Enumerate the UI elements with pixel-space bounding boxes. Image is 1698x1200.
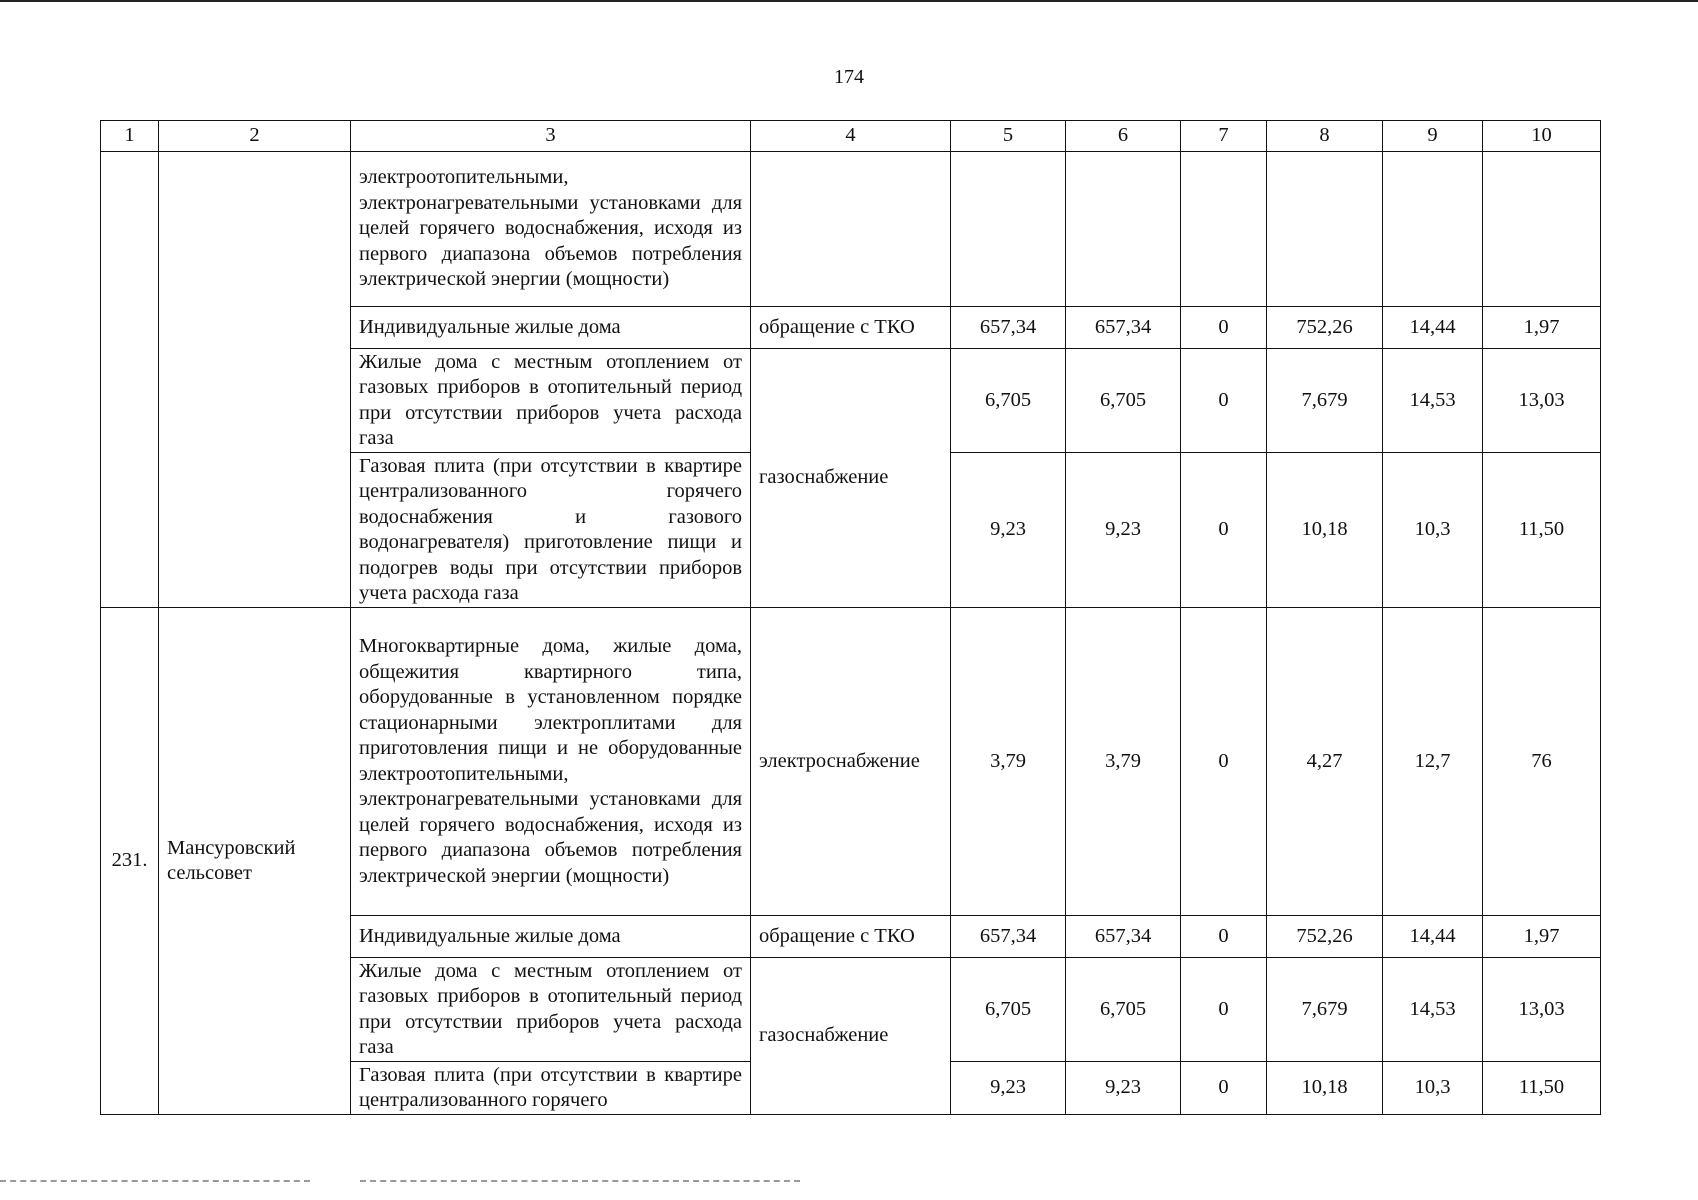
consumer-category-cell: Многоквартирные дома, жилые дома, общежития квартирного типа, оборудованные в установленном порядке стационарными электроплитами для приготовления пищи и не оборудованные электроотопительными, электронагревательными установками для целей горячего водоснабжения, исходя из первого диапазона объемов потребления электрической энергии (мощности) [351, 608, 751, 916]
header-cell: 2 [159, 121, 351, 152]
header-cell: 5 [951, 121, 1066, 152]
value-cell: 76 [1483, 608, 1601, 916]
consumer-category-cell: Жилые дома с местным отоплением от газовых приборов в отопительный период при отсутствии приборов учета расхода газа [351, 349, 751, 453]
value-cell: 0 [1181, 1062, 1267, 1115]
value-cell [951, 152, 1066, 307]
value-cell: 7,679 [1267, 349, 1383, 453]
consumer-category-cell: Индивидуальные жилые дома [351, 916, 751, 958]
value-cell: 752,26 [1267, 916, 1383, 958]
header-cell: 9 [1383, 121, 1483, 152]
value-cell: 10,18 [1267, 1062, 1383, 1115]
header-cell: 7 [1181, 121, 1267, 152]
value-cell: 0 [1181, 453, 1267, 608]
value-cell: 0 [1181, 349, 1267, 453]
value-cell: 6,705 [1066, 349, 1181, 453]
value-cell: 10,3 [1383, 1062, 1483, 1115]
value-cell: 11,50 [1483, 1062, 1601, 1115]
value-cell: 14,53 [1383, 958, 1483, 1062]
row-number-cell [101, 152, 159, 608]
value-cell [1483, 152, 1601, 307]
value-cell: 6,705 [1066, 958, 1181, 1062]
service-type-cell: обращение с ТКО [751, 307, 951, 349]
header-cell: 6 [1066, 121, 1181, 152]
table-row [101, 152, 1601, 307]
value-cell: 7,679 [1267, 958, 1383, 1062]
service-type-cell: газоснабжение [751, 349, 951, 608]
value-cell: 13,03 [1483, 349, 1601, 453]
consumer-category-cell: Жилые дома с местным отоплением от газовых приборов в отопительный период при отсутствии приборов учета расхода газа [351, 958, 751, 1062]
value-cell: 1,97 [1483, 307, 1601, 349]
header-row [101, 121, 1601, 152]
value-cell: 10,3 [1383, 453, 1483, 608]
value-cell [1383, 152, 1483, 307]
header-cell: 8 [1267, 121, 1383, 152]
value-cell: 9,23 [1066, 453, 1181, 608]
value-cell: 657,34 [1066, 307, 1181, 349]
value-cell: 9,23 [951, 1062, 1066, 1115]
value-cell: 13,03 [1483, 958, 1601, 1062]
bottom-scan-line [360, 1180, 800, 1182]
value-cell: 3,79 [951, 608, 1066, 916]
header-cell: 4 [751, 121, 951, 152]
header-cell: 10 [1483, 121, 1601, 152]
value-cell: 0 [1181, 307, 1267, 349]
tariff-table [100, 120, 1601, 1115]
value-cell: 657,34 [951, 307, 1066, 349]
service-type-cell [751, 152, 951, 307]
consumer-category-cell: Газовая плита (при отсутствии в квартире централизованного горячего [351, 1062, 751, 1115]
value-cell: 14,44 [1383, 916, 1483, 958]
value-cell: 752,26 [1267, 307, 1383, 349]
consumer-category-cell: Газовая плита (при отсутствии в квартире централизованного горячего водоснабжения и газового водонагревателя) приготовление пищи и подогрев воды при отсутствии приборов учета расхода газа [351, 453, 751, 608]
value-cell [1066, 152, 1181, 307]
value-cell: 6,705 [951, 958, 1066, 1062]
value-cell: 12,7 [1383, 608, 1483, 916]
value-cell: 3,79 [1066, 608, 1181, 916]
page-number: 174 [834, 66, 864, 88]
service-type-cell: газоснабжение [751, 958, 951, 1115]
value-cell: 9,23 [1066, 1062, 1181, 1115]
value-cell: 0 [1181, 916, 1267, 958]
value-cell: 14,44 [1383, 307, 1483, 349]
header-cell: 1 [101, 121, 159, 152]
value-cell: 657,34 [1066, 916, 1181, 958]
value-cell: 10,18 [1267, 453, 1383, 608]
value-cell: 0 [1181, 608, 1267, 916]
value-cell: 0 [1181, 958, 1267, 1062]
value-cell [1267, 152, 1383, 307]
consumer-category-cell: Индивидуальные жилые дома [351, 307, 751, 349]
settlement-cell: Мансуровский сельсовет [159, 608, 351, 1115]
top-border-line [0, 0, 1698, 2]
value-cell [1181, 152, 1267, 307]
value-cell: 4,27 [1267, 608, 1383, 916]
consumer-category-cell: электроотопительными, электронагревательными установками для целей горячего водоснабжения, исходя из первого диапазона объемов потребления электрической энергии (мощности) [351, 152, 751, 307]
bottom-scan-line [0, 1180, 310, 1182]
value-cell: 11,50 [1483, 453, 1601, 608]
value-cell: 14,53 [1383, 349, 1483, 453]
value-cell: 9,23 [951, 453, 1066, 608]
service-type-cell: обращение с ТКО [751, 916, 951, 958]
header-cell: 3 [351, 121, 751, 152]
service-type-cell: электроснабжение [751, 608, 951, 916]
settlement-cell [159, 152, 351, 608]
row-number-cell: 231. [101, 608, 159, 1115]
value-cell: 657,34 [951, 916, 1066, 958]
table-row [101, 608, 1601, 916]
value-cell: 6,705 [951, 349, 1066, 453]
value-cell: 1,97 [1483, 916, 1601, 958]
